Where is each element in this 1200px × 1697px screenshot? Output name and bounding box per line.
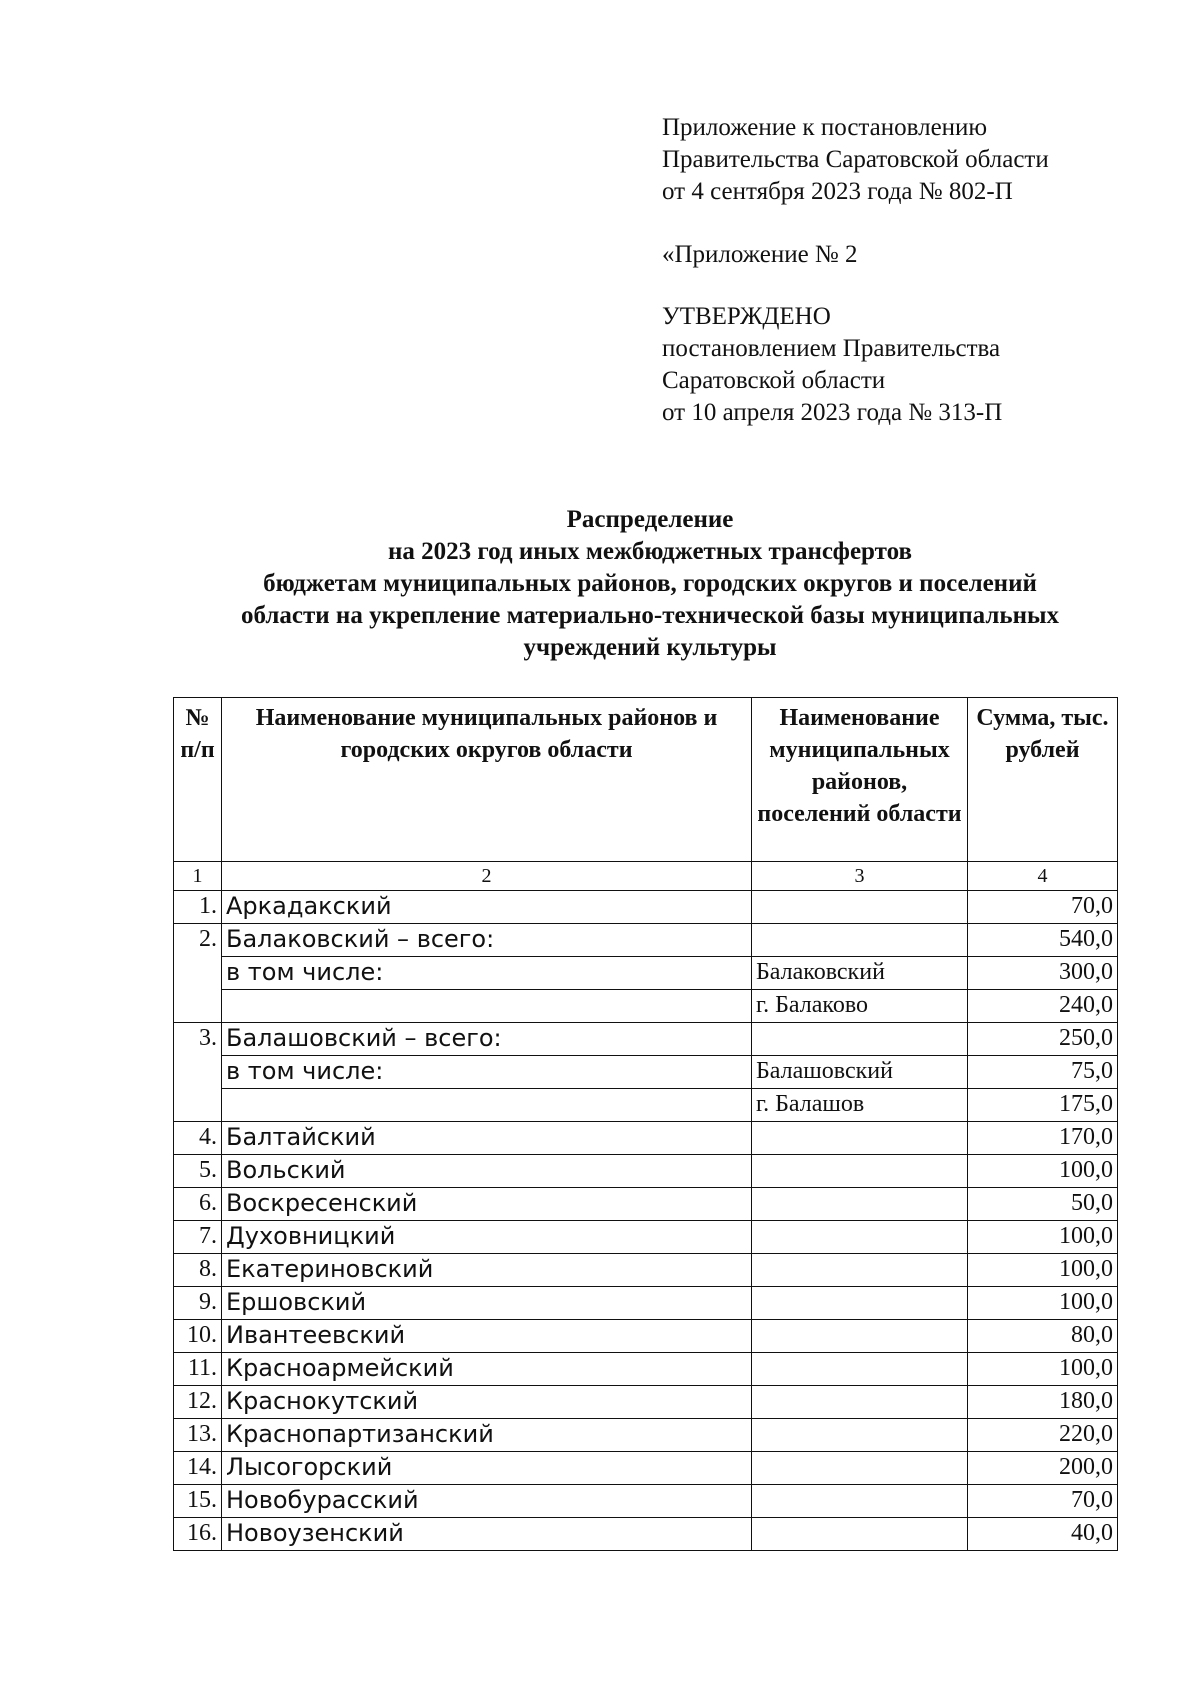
- district-name: в том числе:: [222, 957, 752, 990]
- column-number: 3: [752, 862, 968, 891]
- row-number: 1.: [174, 891, 222, 924]
- header-district: Наименование муниципальных районов и городских округов области: [222, 698, 752, 862]
- table-row: [174, 1056, 1118, 1089]
- settlement-name: [752, 1023, 968, 1056]
- settlement-name: [752, 1485, 968, 1518]
- amount: 70,0: [968, 891, 1118, 924]
- settlement-name: [752, 1221, 968, 1254]
- district-name: Краснопартизанский: [222, 1419, 752, 1452]
- amount: 200,0: [968, 1452, 1118, 1485]
- amount: 100,0: [968, 1221, 1118, 1254]
- appendix-label: «Приложение № 2: [662, 241, 858, 268]
- row-number: [174, 957, 222, 990]
- row-number: 14.: [174, 1452, 222, 1485]
- distribution-table: [173, 697, 1118, 1551]
- district-name: Красноармейский: [222, 1353, 752, 1386]
- approved-date: от 10 апреля 2023 года № 313-П: [662, 399, 1003, 426]
- table-row: [174, 990, 1118, 1023]
- settlement-name: [752, 1122, 968, 1155]
- table-row: [174, 1155, 1118, 1188]
- settlement-name: [752, 1452, 968, 1485]
- row-number: 16.: [174, 1518, 222, 1551]
- settlement-name: [752, 1320, 968, 1353]
- title-line-4: области на укрепление материально-технической базы муниципальных: [240, 602, 1060, 629]
- settlement-name: Балашовский: [752, 1056, 968, 1089]
- row-number: 13.: [174, 1419, 222, 1452]
- amount: 70,0: [968, 1485, 1118, 1518]
- settlement-name: Балаковский: [752, 957, 968, 990]
- row-number: 6.: [174, 1188, 222, 1221]
- approved-by-line-1: постановлением Правительства: [662, 335, 1001, 362]
- table-row: [174, 924, 1118, 957]
- amount: 100,0: [968, 1353, 1118, 1386]
- table-row: [174, 1353, 1118, 1386]
- title-line-2: на 2023 год иных межбюджетных трансфертов: [388, 538, 912, 565]
- amount: 170,0: [968, 1122, 1118, 1155]
- approved-label: УТВЕРЖДЕНО: [662, 303, 831, 330]
- settlement-name: [752, 924, 968, 957]
- amount: 50,0: [968, 1188, 1118, 1221]
- district-name: Лысогорский: [222, 1452, 752, 1485]
- district-name: [222, 990, 752, 1023]
- row-number: 12.: [174, 1386, 222, 1419]
- table-body: [174, 891, 1118, 1551]
- row-number: 11.: [174, 1353, 222, 1386]
- district-name: Ершовский: [222, 1287, 752, 1320]
- district-name: Духовницкий: [222, 1221, 752, 1254]
- header-line-2: Правительства Саратовской области: [662, 146, 1049, 173]
- table-row: [174, 1386, 1118, 1419]
- row-number: 2.: [174, 924, 222, 957]
- district-name: Новобурасский: [222, 1485, 752, 1518]
- amount: 300,0: [968, 957, 1118, 990]
- settlement-name: [752, 1155, 968, 1188]
- table-row: [174, 891, 1118, 924]
- amount: 220,0: [968, 1419, 1118, 1452]
- header-sum: Сумма, тыс. рублей: [968, 698, 1118, 862]
- district-name: [222, 1089, 752, 1122]
- table-row: [174, 1287, 1118, 1320]
- row-number: 10.: [174, 1320, 222, 1353]
- amount: 75,0: [968, 1056, 1118, 1089]
- district-name: Вольский: [222, 1155, 752, 1188]
- amount: 180,0: [968, 1386, 1118, 1419]
- district-name: Балаковский – всего:: [222, 924, 752, 957]
- district-name: Воскресенский: [222, 1188, 752, 1221]
- table-row: [174, 1452, 1118, 1485]
- settlement-name: [752, 1188, 968, 1221]
- table-header-row: [174, 698, 1118, 862]
- district-name: в том числе:: [222, 1056, 752, 1089]
- settlement-name: [752, 1518, 968, 1551]
- amount: 175,0: [968, 1089, 1118, 1122]
- row-number: [174, 1056, 222, 1089]
- settlement-name: [752, 1419, 968, 1452]
- document-title: [130, 504, 1170, 664]
- title-line-3: бюджетам муниципальных районов, городских округов и поселений: [263, 570, 1037, 597]
- settlement-name: [752, 1386, 968, 1419]
- district-name: Балтайский: [222, 1122, 752, 1155]
- row-number: 3.: [174, 1023, 222, 1056]
- amount: 100,0: [968, 1254, 1118, 1287]
- amount: 240,0: [968, 990, 1118, 1023]
- amount: 80,0: [968, 1320, 1118, 1353]
- amount: 540,0: [968, 924, 1118, 957]
- table-row: [174, 957, 1118, 990]
- table-row: [174, 1320, 1118, 1353]
- table-row: [174, 1254, 1118, 1287]
- district-name: Екатериновский: [222, 1254, 752, 1287]
- amount: 40,0: [968, 1518, 1118, 1551]
- table-row: [174, 1122, 1118, 1155]
- row-number: 7.: [174, 1221, 222, 1254]
- table-row: [174, 1188, 1118, 1221]
- district-name: Балашовский – всего:: [222, 1023, 752, 1056]
- title-line-1: Распределение: [566, 506, 734, 533]
- amount: 250,0: [968, 1023, 1118, 1056]
- table-row: [174, 1221, 1118, 1254]
- settlement-name: [752, 1254, 968, 1287]
- table-row: [174, 1023, 1118, 1056]
- row-number: 8.: [174, 1254, 222, 1287]
- district-name: Краснокутский: [222, 1386, 752, 1419]
- column-number-row: [174, 862, 1118, 891]
- header-num: № п/п: [174, 698, 222, 862]
- settlement-name: [752, 1287, 968, 1320]
- column-number: 2: [222, 862, 752, 891]
- table-row: [174, 1518, 1118, 1551]
- settlement-name: г. Балаково: [752, 990, 968, 1023]
- district-name: Аркадакский: [222, 891, 752, 924]
- row-number: 5.: [174, 1155, 222, 1188]
- header-block: [662, 112, 1049, 429]
- row-number: 9.: [174, 1287, 222, 1320]
- header-line-3: от 4 сентября 2023 года № 802-П: [662, 178, 1013, 205]
- amount: 100,0: [968, 1155, 1118, 1188]
- table-row: [174, 1419, 1118, 1452]
- column-number: 4: [968, 862, 1118, 891]
- title-line-5: учреждений культуры: [523, 634, 777, 661]
- row-number: [174, 990, 222, 1023]
- row-number: 15.: [174, 1485, 222, 1518]
- district-name: Ивантеевский: [222, 1320, 752, 1353]
- header-settlement: Наименование муниципальных районов, поселений области: [752, 698, 968, 862]
- column-number: 1: [174, 862, 222, 891]
- header-line-1: Приложение к постановлению: [662, 114, 988, 141]
- amount: 100,0: [968, 1287, 1118, 1320]
- settlement-name: [752, 891, 968, 924]
- district-name: Новоузенский: [222, 1518, 752, 1551]
- row-number: [174, 1089, 222, 1122]
- settlement-name: [752, 1353, 968, 1386]
- row-number: 4.: [174, 1122, 222, 1155]
- table-row: [174, 1485, 1118, 1518]
- settlement-name: г. Балашов: [752, 1089, 968, 1122]
- table-row: [174, 1089, 1118, 1122]
- approved-by-line-2: Саратовской области: [662, 367, 886, 394]
